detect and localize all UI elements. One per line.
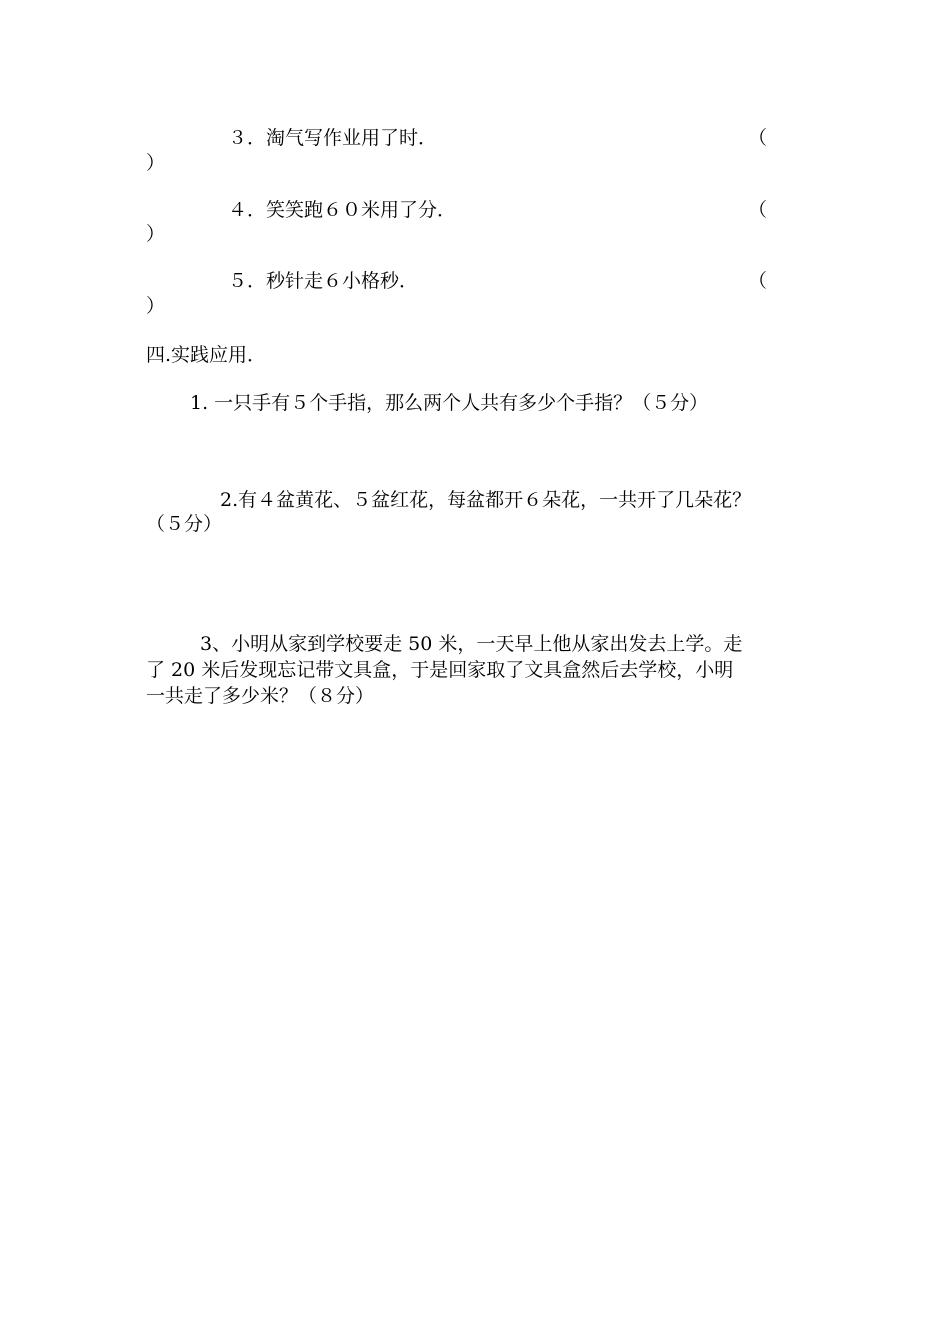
- practice-question-3-line-3: 一共走了多少米？（８分）: [146, 685, 375, 707]
- question-3-open-paren: （: [748, 127, 768, 149]
- question-5-open-paren: （: [748, 270, 768, 292]
- question-4-close-paren: ）: [146, 223, 166, 245]
- question-5-close-paren: ）: [146, 295, 166, 317]
- practice-question-3-line-1: 3、小明从家到学校要走 50 米，一天早上他从家出发去上学。走: [200, 633, 743, 655]
- question-3-close-paren: ）: [146, 152, 166, 174]
- practice-question-2-line-2: （５分）: [146, 513, 223, 535]
- question-3-text: ３．淘气写作业用了时．: [228, 127, 438, 149]
- section-4-heading: 四.实践应用．: [146, 344, 267, 366]
- question-4-open-paren: （: [748, 199, 768, 221]
- practice-question-3-line-2: 了 20 米后发现忘记带文具盒，于是回家取了文具盒然后去学校，小明: [146, 659, 734, 681]
- question-4-text: ４．笑笑跑６０米用了分．: [228, 199, 457, 221]
- question-5-text: ５．秒针走６小格秒．: [228, 270, 419, 292]
- practice-question-2-line-1: 2.有４盆黄花、５盆红花，每盆都开６朵花，一共开了几朵花？: [220, 489, 752, 511]
- practice-question-1: 1. 一只手有５个手指，那么两个人共有多少个手指？（５分）: [190, 392, 709, 414]
